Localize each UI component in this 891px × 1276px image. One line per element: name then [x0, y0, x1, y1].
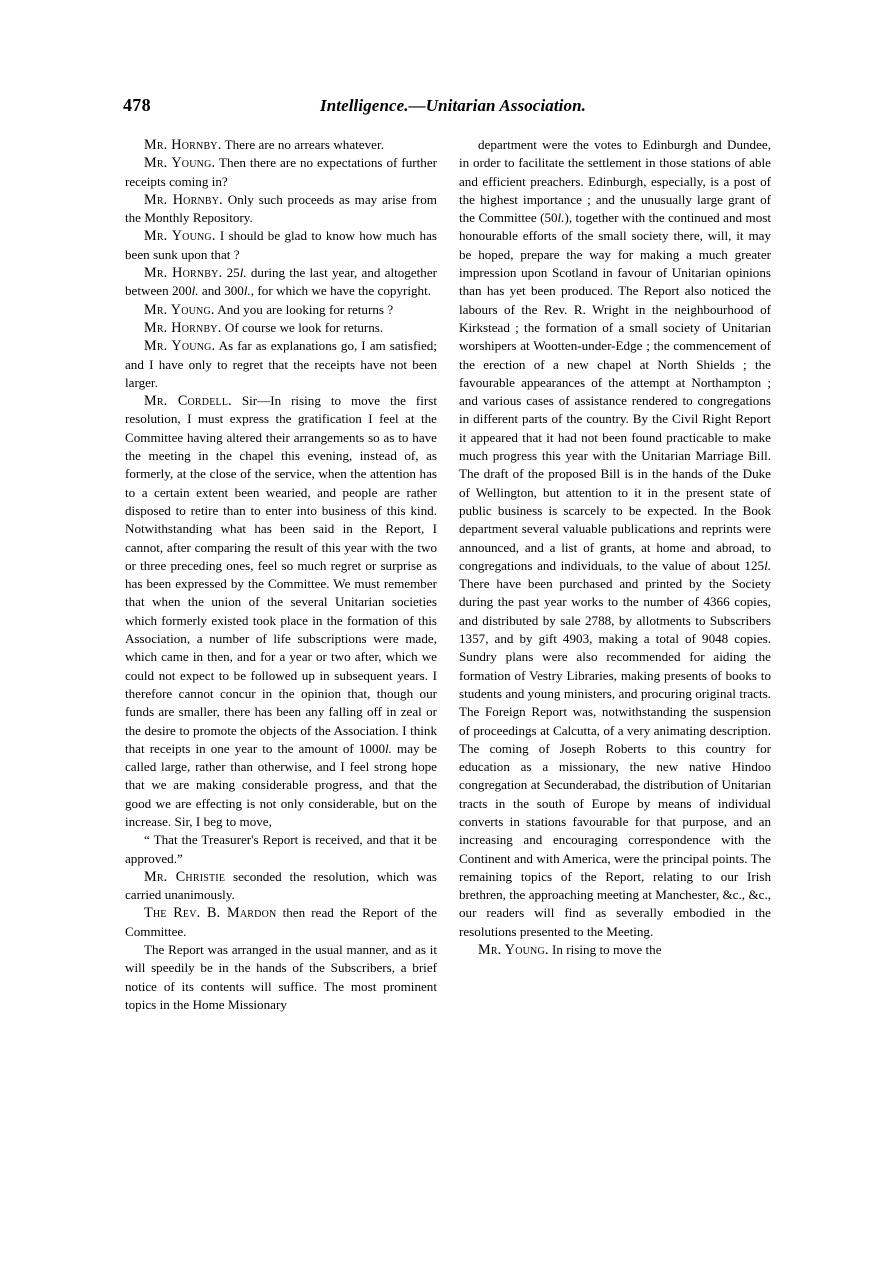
speaker-name: Mr. Young. [144, 155, 216, 172]
speaker-name: Mr. Young. [478, 942, 549, 959]
page-number: 478 [123, 95, 151, 115]
speaker-name: The Rev. B. Mardon [144, 905, 277, 922]
speaker-name: Mr. Hornby. [144, 191, 223, 208]
speaker-name: Mr. Hornby. [144, 137, 222, 153]
paragraph: “ That the Treasurer's Report is received, and that it be approved.” [125, 832, 437, 866]
column-right [459, 136, 771, 959]
paragraph: The Rev. B. Mardon then read the Report of the Committee. [125, 905, 437, 939]
paragraph: Mr. Hornby. Of course we look for returns. [144, 319, 384, 336]
column-left [125, 136, 437, 1014]
paragraph: Mr. Hornby. Only such proceeds as may arise from the Monthly Repository. [125, 191, 437, 226]
paragraph: Mr. Hornby. There are no arrears whatever. [144, 137, 384, 153]
paragraph: The Report was arranged in the usual manner, and as it will speedily be in the hands of the Subscribers, a brief notice of its contents will suffice. The most prominent topics in the Home Missionary [125, 942, 437, 1012]
paragraph: Mr. Hornby. 25l. during the last year, and altogether between 200l. and 300l., for which we have the copyright. [125, 265, 438, 299]
paragraph: Mr. Christie seconded the resolution, which was carried unanimously. [125, 868, 438, 903]
speaker-name: Mr. Hornby. [144, 265, 223, 282]
running-head [123, 95, 783, 121]
speaker-name: Mr. Cordell. [144, 393, 232, 410]
speaker-name: Mr. Young. [144, 301, 215, 318]
paragraph: department were the votes to Edinburgh and Dundee, in order to facilitate the settlement in those stations of able and efficient preachers. Edinburgh, especially, is a post of the highest importance ; and the unusually large grant of the Committee (50l.), together with the continued and most honourable efforts of the small society there, will, it may be hoped, prepare the way for making a much greater impression upon Scotland in favour of Unitarian opinions than has yet been produced. The Report also noticed the labours of the Rev. R. Wright in the neighbourhood of Kirkstead ; the formation of a small society of Unitarian worshipers at Wootten-under-Edge ; the commencement of the erection of a new chapel at North Shields ; the favourable appearances of the attempt at Northampton ; and various cases of assistance rendered to congregations in different parts of the country. By the Civil Right Report it appeared that it had not been found practicable to make much progress this year with the Unitarian Marriage Bill. The draft of the proposed Bill is in the hands of the Duke of Wellington, but attention to it in the present state of public business is scarcely to be expected. In the Book department several valuable publications and reprints were announced, and a list of grants, at home and abroad, to congregations and individuals, to the value of about 125l. There have been purchased and printed by the Society during the past year works to the number of 4366 copies, and distributed by sale 2788, by allotments to Subscribers 1357, and by gift 4903, making a total of 9048 copies. Sundry plans were also recommended for aiding the formation of Vestry Libraries, making presents of books to students and young ministers, and procuring original tracts. The Foreign Report was, notwithstanding the suspension of proceedings at Calcutta, of a very animating description. The coming of Joseph Roberts to this country for education as a missionary, the new native Hindoo congregation at Secunderabad, the distribution of Unitarian tracts in the south of Europe by means of individual converts in stations favourable for that purpose, and an increasing and encouraging correspondence with the Continent and with America, were the principal points. The remaining topics of the Report, relating to our Irish brethren, the approaching meeting at Manchester, &c., &c., our readers will find as severally embodied in the resolutions presented to the Meeting. [459, 137, 771, 939]
speaker-name: Mr. Young. [144, 338, 216, 355]
paragraph: Mr. Cordell. Sir—In rising to move the first resolution, I must express the gratification I feel at the Committee having altered their arrangements so as to have the meeting in the chapel this evening, instead of, as formerly, at the close of the service, when the attention has to a certain extent been wearied, and people are rather disposed to retire than to enter into business of this kind. Notwithstanding what has been said in the Report, I cannot, after comparing the result of this year with the two or three preceding ones, feel so much regret or surprise as has been expressed by the Committee. We must remember that when the union of the several Unitarian societies which formerly existed took place in the formation of this Association, a number of life subscriptions were made, which came in then, and for a year or two after, which we could not expect to be followed up in subsequent years. I therefore cannot concur in the opinion that, though our funds are smaller, there has been any falling off in zeal or the desire to promote the objects of the Association. I think that receipts in one year to the amount of 1000l. may be called large, rather than otherwise, and I feel strong hope that we are making considerable progress, and that the good we are effecting is not only considerable, but on the increase. Sir, I beg to move, [125, 393, 438, 829]
speaker-name: Mr. Young. [144, 228, 216, 245]
paragraph: Mr. Young. Then there are no expectations of further receipts coming in? [125, 155, 437, 189]
speaker-name: Mr. Christie [144, 868, 226, 885]
speaker-name: Mr. Hornby. [144, 319, 222, 336]
paragraph: Mr. Young. And you are looking for returns ? [144, 301, 394, 318]
paragraph: Mr. Young. As far as explanations go, I am satisfied; and I have only to regret that the receipts have not been larger. [125, 338, 437, 390]
paragraph: Mr. Young. In rising to move the [478, 942, 662, 959]
paragraph: Mr. Young. I should be glad to know how much has been sunk upon that ? [125, 228, 437, 262]
running-title: Intelligence.—Unitarian Association. [319, 96, 587, 115]
